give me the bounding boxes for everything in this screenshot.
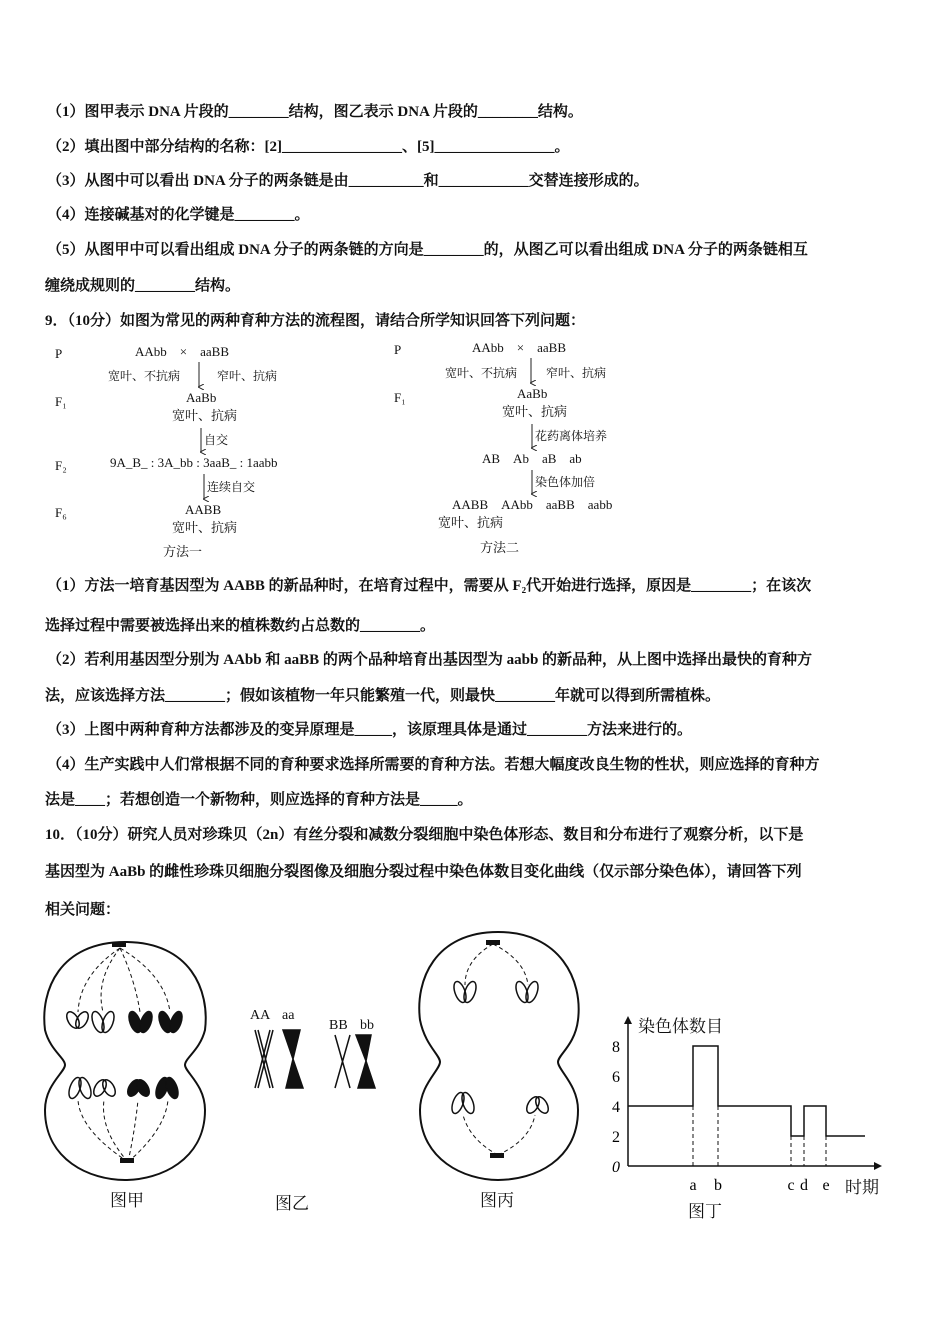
chart-x-label: 时期 [845,1178,879,1197]
figure-jia-caption: 图甲 [110,1191,144,1210]
parent1-trait: 宽叶、不抗病 [445,366,518,380]
parent1-trait: 宽叶、不抗病 [108,369,181,383]
q9-part2-line1: （2）若利用基因型分别为 AAbb 和 aaBB 的两个品种培育出基因型为 aabb 的新品种，从上图中选择出最快的育种方 [47,652,813,668]
method1-caption: 方法一 [163,544,203,559]
gen-label-f1: F₁ [394,390,406,405]
parents: AAbb × aaBB [472,340,566,355]
q8-part2: （2）填出图中部分结构的名称：[2]________________、[5]________________。 [47,139,570,155]
q8-part4: （4）连接碱基对的化学键是________。 [47,207,310,223]
f2-ratio: 9A_B_ : 3A_bb : 3aaB_ : 1aabb [110,455,278,470]
y-tick-label: 2 [612,1129,620,1146]
f1-trait: 宽叶、抗病 [172,408,238,423]
chart-y-label: 染色体数目 [638,1017,723,1036]
x-tick-label: a [689,1177,697,1194]
q9-part3: （3）上图中两种育种方法都涉及的变异原理是_____，该原理具体是通过________方法来进行的。 [47,722,693,738]
f1-trait: 宽叶、抗病 [502,404,568,419]
x-tick-label: e [822,1177,830,1194]
q8-part5-line2: 缠绕成规则的________结构。 [45,278,241,294]
figure-yi-caption: 图乙 [275,1194,309,1213]
y-tick-label: 8 [612,1039,620,1056]
q8-part5-line1: （5）从图甲中可以看出组成 DNA 分子的两条链的方向是________的，从图乙可以看出组成 DNA 分子的两条链相互 [47,242,808,258]
gen-label-p: P [55,346,63,361]
allele-label-aa: aa [282,1008,295,1023]
x-tick-label: d [800,1177,808,1194]
y-tick-label: 4 [612,1099,620,1116]
result-trait: 宽叶、抗病 [438,515,504,530]
f1-genotype: AaBb [517,386,548,401]
q9-part1-line2: 选择过程中需要被选择出来的植株数约占总数的________。 [45,618,436,634]
method2-caption: 方法二 [480,540,520,555]
q8-part3: （3）从图中可以看出 DNA 分子的两条链是由__________和____________交替连接形成的。 [47,173,649,189]
q9-part4-line2: 法是____；若想创造一个新物种，则应选择的育种方法是_____。 [45,792,473,808]
q8-part1: （1）图甲表示 DNA 片段的________结构，图乙表示 DNA 片段的________结构。 [47,104,583,120]
y-tick-label: 6 [612,1069,620,1086]
x-axis-arrow [874,1162,882,1170]
parents: AAbb × aaBB [135,344,229,359]
y-axis-arrow [624,1016,632,1024]
q9-part1-line1: （1）方法一培育基因型为 AABB 的新品种时，在培育过程中，需要从 F₂代开始进行选择，原因是________；在该次 [47,578,812,594]
q9-part2-line2: 法，应该选择方法________；假如该植物一年只能繁殖一代，则最快________年就可以得到所需植株。 [45,688,721,704]
f6-genotype: AABB [185,502,222,517]
step-continuous-selfing: 连续自交 [207,480,256,494]
q10-line3: 相关问题： [45,902,121,918]
step-anther-culture: 花药离体培养 [535,429,608,443]
q10-line1: 10．（10分）研究人员对珍珠贝（2n）有丝分裂和减数分裂细胞中染色体形态、数目和分布进行了观察分析，以下是 [45,827,804,843]
step-chromosome-doubling: 染色体加倍 [535,475,596,489]
result-genotypes: AABB AAbb aaBB aabb [452,497,613,512]
haploid-genotypes: AB Ab aB ab [482,451,582,466]
figure-bing-caption: 图丙 [480,1191,514,1210]
series-line-chromosome-count [628,1046,865,1136]
y-tick-label: 0 [612,1159,620,1176]
allele-label-AA: AA [250,1008,271,1023]
gen-label-f6: F₆ [55,505,67,520]
parent2-trait: 窄叶、抗病 [217,369,278,383]
allele-label-BB: BB [329,1018,348,1033]
gen-label-p: P [394,342,402,357]
q9-title: 9．（10分）如图为常见的两种育种方法的流程图，请结合所学知识回答下列问题： [45,313,586,329]
q10-line2: 基因型为 AaBb 的雌性珍珠贝细胞分裂图像及细胞分裂过程中染色体数目变化曲线（仅示部分染色体），请回答下列 [45,864,802,880]
gen-label-f2: F₂ [55,458,67,473]
chart-title: 图丁 [688,1202,722,1221]
gen-label-f1: F₁ [55,394,67,409]
step-selfing: 自交 [204,433,229,447]
f6-trait: 宽叶、抗病 [172,520,238,535]
f1-genotype: AaBb [186,390,217,405]
allele-label-bb: bb [360,1018,374,1033]
q9-part4-line1: （4）生产实践中人们常根据不同的育种要求选择所需要的育种方法。若想大幅度改良生物的性状，则应选择的育种方 [47,757,820,773]
parent2-trait: 窄叶、抗病 [546,366,607,380]
x-tick-label: c [787,1177,795,1194]
x-tick-label: b [714,1177,722,1194]
